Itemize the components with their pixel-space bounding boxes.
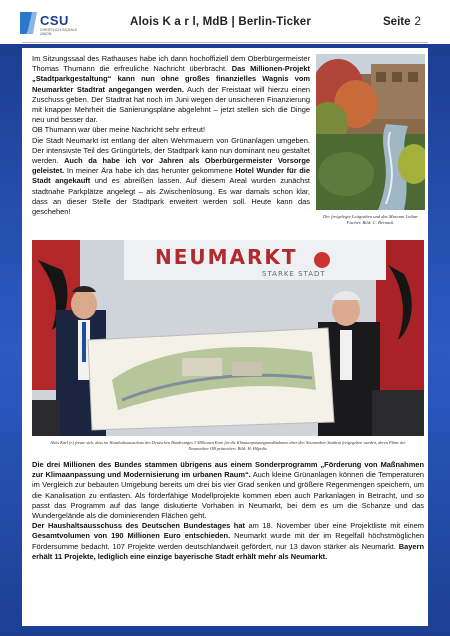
text-run: Neumarkt wurde mit der im Regelfall höchstmöglichen Fördersumme bedacht. 107 Projekte werden deutschlandweit gefördert, nur 13 davon stärker als Neumarkt. bbox=[32, 531, 424, 551]
header-divider bbox=[22, 42, 428, 43]
text-run-bold: Bayern erhält 11 Projekte, lediglich eine einzige bayerische Stadt erhält mehr als Neumarkt. bbox=[32, 541, 424, 561]
stream-photo bbox=[316, 54, 425, 210]
text-run-bold: Der Haushaltsausschuss des Deutschen Bundestages hat bbox=[32, 521, 245, 531]
text-run-bold: Das Millionen-Projekt „Stadtparkgestaltung“ kann nun ohne großes finanzielles Wagnis vom Neumarkter Stadtrat angegangen werden. bbox=[32, 64, 310, 94]
text-run: am 18. November über eine Projektliste mit einem bbox=[244, 521, 424, 531]
text-run-bold: Die drei Millionen des Bundes stammen übrigens aus einem Sonderprogramm „Förderung von Maßnahmen zur Klimaanpassung und Modernisierung im urbanen Raum“. bbox=[32, 460, 424, 480]
paragraph-5 bbox=[32, 521, 424, 562]
page-number: 2 bbox=[414, 16, 421, 28]
paragraph-2: OB Thumann war über meine Nachricht sehr erfreut! bbox=[32, 125, 206, 135]
screen-title: NEUMARKT bbox=[155, 245, 298, 269]
text-run: Auch kleine Grünanlagen können die Temperaturen im Vergleich zur bebauten Umgebung bereits um drei bis vier Grad senken und größere Regenmengen speichern, um die Kanalisation zu entlasten. Als förderfähige Modellprojekte kommen eben auch Parkanlagen in Betracht, und so passt das Programm auf das lange diskutierte Vorhaben in Neumarkt, bei dem es um die Schanze und das Wundergelände als die dominierenden Flächen geht. bbox=[32, 470, 424, 521]
article-column-bottom bbox=[32, 460, 424, 562]
meeting-photo-caption: Alois Karl (r.) freute sich, dass im Haushaltsausschuss des Deutschen Bundestages 3 Millionen Euro für die Klimaanpassungsmaßnahmen über den Neumarkter Stadtrat freigegeben wurden, deren Pläne der Neumarkter OB präsentiert. Bild: H. Hilpoltz. bbox=[50, 440, 406, 451]
stream-photo-illustration bbox=[316, 54, 425, 210]
stream-photo-caption: Der freigelegte Leitgraben und das Museum Lothar Fischer. Bild: C. Bernack. bbox=[322, 214, 418, 225]
screen-subtitle: STARKE STADT bbox=[262, 270, 326, 278]
csu-logo-text: CSU bbox=[40, 13, 69, 28]
csu-logo-subtext: CHRISTLICH-SOZIALE UNION bbox=[40, 28, 77, 36]
text-run: Auch der Freistaat will hierzu einen Zuschuss geben. Der Stadtrat hat noch im Juni wegen der unsicheren Finanzierung mit knapper Mehrheit die Sanierungspläne abgelehnt – jetzt stellen sich die Dinge neu und besser dar. bbox=[32, 84, 310, 125]
page-label: Seite bbox=[383, 16, 411, 28]
text-run: und es abreißen lassen. Auf diesem Areal wurden zunächst stadtnahe Parkplätze angelegt – als Zwischenlösung. Es war damals schon klar, dass an dieser Stelle der Stadtpark erweitert werden soll. Heute kann das geschehen! bbox=[32, 176, 310, 217]
meeting-photo-illustration bbox=[32, 240, 424, 436]
newsletter-title: Alois K a r l, MdB | Berlin-Ticker bbox=[130, 16, 312, 28]
article-column-top bbox=[32, 54, 310, 217]
text-run-bold: Gesamtvolumen von 190 Millionen Euro entschieden. bbox=[32, 531, 231, 541]
text-run: Die Stadt Neumarkt ist entlang der alten Wehrmauern von Grünanlagen umgeben. Der intensivste Teil des Grüngürtels, der Stadtpark kann nun dominant neu gestaltet werden. bbox=[32, 135, 310, 166]
paragraph-4 bbox=[32, 460, 424, 521]
csu-logo bbox=[20, 12, 80, 36]
text-run-bold: Auch da habe ich vor Jahren als Oberbürgermeister Vorsorge geleistet. bbox=[32, 156, 310, 176]
page-header bbox=[0, 0, 450, 44]
paragraph-3 bbox=[32, 136, 310, 218]
text-run-bold: Hotel Wunder für die Stadt angekauft bbox=[32, 166, 310, 186]
paragraph-1 bbox=[32, 54, 310, 125]
text-run: Im Sitzungssaal des Rathauses habe ich dann hochoffiziell dem Oberbürgermeister Thomas Thumann die erfreuliche Nachricht überbracht. bbox=[32, 54, 310, 74]
page-indicator bbox=[383, 16, 421, 28]
text-run: In meiner Ära habe ich das herunter gekommene bbox=[64, 166, 236, 176]
meeting-photo bbox=[32, 240, 424, 436]
